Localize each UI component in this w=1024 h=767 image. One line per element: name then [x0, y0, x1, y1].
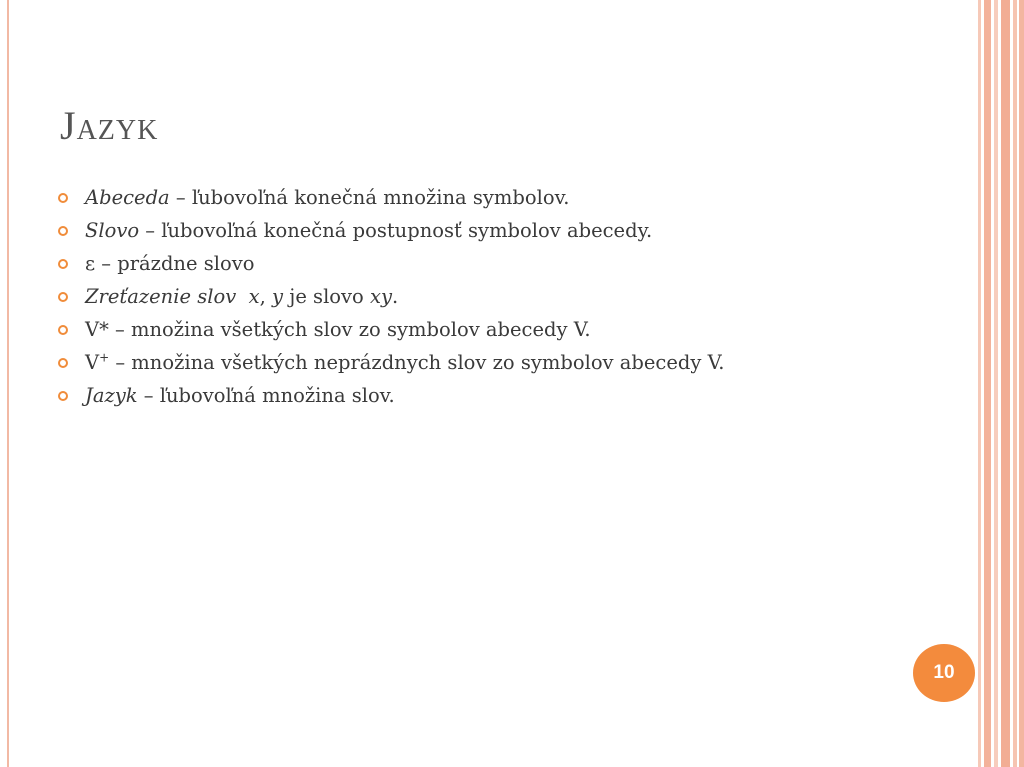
right-stripe — [984, 0, 991, 767]
bullet-list — [58, 184, 724, 415]
bullet-circle-icon — [58, 259, 68, 269]
bullet-circle-icon — [58, 391, 68, 401]
bullet-term: Abeceda — [85, 186, 170, 209]
bullet-item-jazyk — [58, 382, 724, 415]
bullet-circle-icon — [58, 292, 68, 302]
bullet-spacer — [236, 285, 248, 308]
bullet-item-vplus — [58, 349, 724, 382]
bullet-term: Jazyk — [85, 384, 138, 407]
bullet-item-vstar — [58, 316, 724, 349]
superscript-plus: + — [99, 350, 110, 365]
bullet-circle-icon — [58, 226, 68, 236]
right-stripe — [1013, 0, 1017, 767]
right-stripe — [1001, 0, 1010, 767]
bullet-term: Slovo — [85, 219, 140, 242]
bullet-text: – ľubovoľná množina slov. — [137, 384, 395, 407]
bullet-circle-icon — [58, 358, 68, 368]
slide-title: Jazyk — [60, 103, 159, 148]
bullet-text: – ľubovoľná konečná množina symbolov. — [169, 186, 570, 209]
bullet-item-abeceda — [58, 184, 724, 217]
variable-y: y — [272, 285, 284, 308]
left-border-line — [7, 0, 9, 767]
period: . — [392, 285, 399, 308]
page-number-badge: 10 — [913, 644, 975, 702]
bullet-item-epsilon — [58, 250, 724, 283]
comma: , — [259, 285, 273, 308]
bullet-circle-icon — [58, 193, 68, 203]
bullet-text: – množina všetkých neprázdnych slov zo symbolov abecedy V. — [109, 351, 725, 374]
bullet-item-slovo — [58, 217, 724, 250]
variable-xy: xy — [370, 285, 393, 308]
bullet-term: Zreťazenie slov — [85, 285, 237, 308]
bullet-item-zretazenie — [58, 283, 724, 316]
symbol-v: V — [85, 351, 100, 374]
variable-x: x — [248, 285, 260, 308]
right-stripe — [1019, 0, 1024, 767]
right-stripe — [978, 0, 981, 767]
right-stripe — [994, 0, 998, 767]
bullet-text: je slovo — [283, 285, 370, 308]
bullet-text: V* – množina všetkých slov zo symbolov abecedy V. — [85, 318, 591, 341]
bullet-text: – ľubovoľná konečná postupnosť symbolov abecedy. — [139, 219, 653, 242]
bullet-text: ε – prázdne slovo — [85, 252, 255, 275]
bullet-circle-icon — [58, 325, 68, 335]
